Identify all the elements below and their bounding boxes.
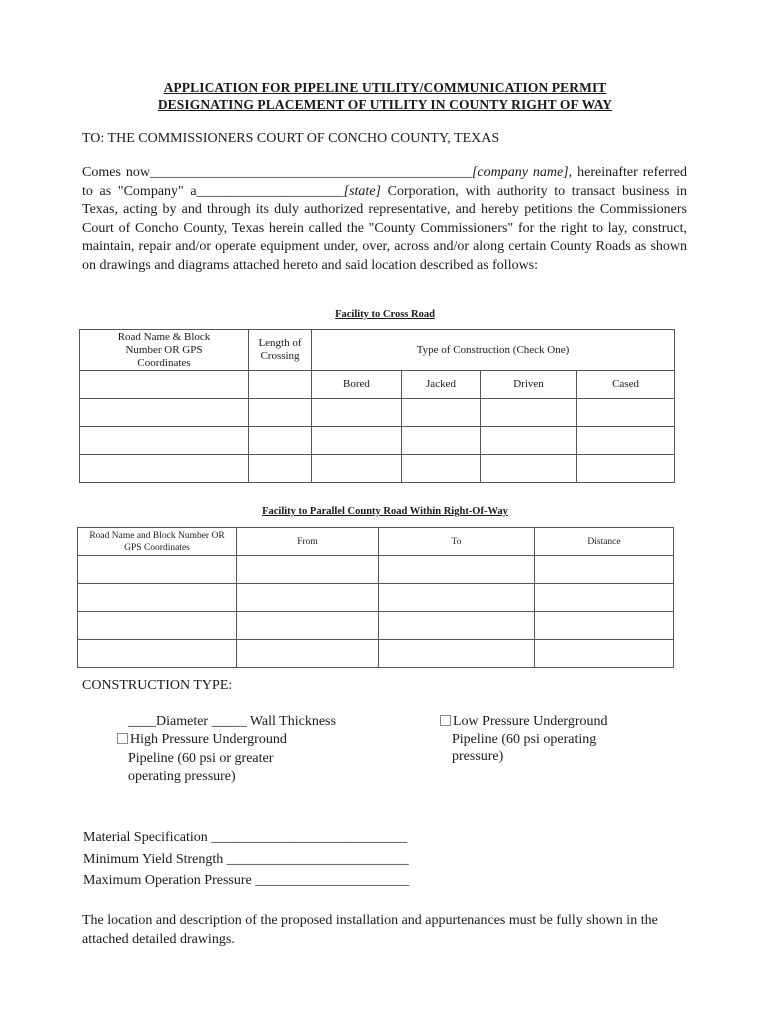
state-hint: [state] bbox=[343, 183, 381, 199]
table-cell[interactable] bbox=[481, 455, 577, 483]
table-row bbox=[80, 371, 675, 399]
table-cell[interactable] bbox=[237, 612, 379, 640]
maximum-operation-pressure-field[interactable]: Maximum Operation Pressure ______________________ bbox=[83, 873, 410, 888]
col-to: To bbox=[379, 528, 535, 556]
table-cell[interactable] bbox=[535, 612, 674, 640]
col-from: From bbox=[237, 528, 379, 556]
table-row bbox=[80, 427, 675, 455]
table-cell[interactable] bbox=[249, 455, 312, 483]
col-cased: Cased bbox=[577, 371, 675, 399]
hereinafter-text: hereinafter referred to as "Company" a bbox=[82, 165, 687, 199]
col-length: Length of Crossing bbox=[249, 330, 312, 371]
table-cell[interactable] bbox=[80, 371, 249, 399]
table-cell[interactable] bbox=[535, 556, 674, 584]
table-row bbox=[80, 399, 675, 427]
col-bored: Bored bbox=[312, 371, 402, 399]
high-pressure-line-2: Pipeline (60 psi or greater bbox=[128, 751, 274, 766]
table-row bbox=[78, 612, 674, 640]
title-line-1: APPLICATION FOR PIPELINE UTILITY/COMMUNICATION PERMIT bbox=[163, 80, 607, 95]
high-pressure-line-3: operating pressure) bbox=[128, 769, 236, 784]
col-jacked: Jacked bbox=[402, 371, 481, 399]
table-cell[interactable] bbox=[80, 399, 249, 427]
table-cell[interactable] bbox=[312, 399, 402, 427]
table-cell[interactable] bbox=[249, 371, 312, 399]
table-cell[interactable] bbox=[535, 640, 674, 668]
company-name-hint: [company name], bbox=[471, 165, 573, 180]
table-cell[interactable] bbox=[577, 427, 675, 455]
table-row bbox=[80, 455, 675, 483]
parallel-road-table bbox=[77, 527, 674, 668]
table-cell[interactable] bbox=[78, 556, 237, 584]
low-pressure-line-1: Low Pressure Underground bbox=[453, 714, 608, 729]
table-cell[interactable] bbox=[481, 427, 577, 455]
intro-paragraph bbox=[82, 164, 687, 275]
table-cell[interactable] bbox=[80, 427, 249, 455]
intro-rest-text: Corporation, with authority to transact business in Texas, acting by and through its duly authorized representative, and hereby petitions the Commissioners Court of Concho County, Texas herein called the "County Commissioners" for the right to lay, construct, maintain, repair and/or operate equipment under, over, across and/or along certain County Roads as shown on drawings and diagrams attached hereto and said location described as follows: bbox=[82, 183, 687, 273]
diameter-wall-thickness[interactable]: ____Diameter _____ Wall Thickness bbox=[128, 714, 336, 729]
table-cell[interactable] bbox=[535, 584, 674, 612]
high-pressure-line-1: High Pressure Underground bbox=[130, 732, 287, 747]
state-blank[interactable]: _____________________ bbox=[196, 183, 344, 199]
col-construction-type: Type of Construction (Check One) bbox=[312, 330, 675, 371]
table-cell[interactable] bbox=[379, 612, 535, 640]
low-pressure-line-2: Pipeline (60 psi operating bbox=[452, 732, 597, 747]
title-line-2: DESIGNATING PLACEMENT OF UTILITY IN COUNTY RIGHT OF WAY bbox=[157, 97, 613, 112]
table-row bbox=[78, 640, 674, 668]
table-cell[interactable] bbox=[481, 399, 577, 427]
minimum-yield-strength-field[interactable]: Minimum Yield Strength __________________________ bbox=[83, 852, 409, 867]
table-cell[interactable] bbox=[402, 455, 481, 483]
construction-type-label: CONSTRUCTION TYPE: bbox=[82, 678, 233, 693]
table-cell[interactable] bbox=[249, 399, 312, 427]
table-cell[interactable] bbox=[379, 640, 535, 668]
table-cell[interactable] bbox=[80, 455, 249, 483]
table-cell[interactable] bbox=[402, 427, 481, 455]
high-pressure-checkbox[interactable] bbox=[117, 733, 128, 744]
low-pressure-option[interactable] bbox=[440, 713, 608, 732]
addressee: TO: THE COMMISSIONERS COURT OF CONCHO COUNTY, TEXAS bbox=[82, 131, 500, 146]
table-cell[interactable] bbox=[78, 612, 237, 640]
table-cell[interactable] bbox=[312, 455, 402, 483]
footer-note: The location and description of the proposed installation and appurtenances must be fully shown in the attached detailed drawings. bbox=[82, 913, 658, 947]
col-road-name: Road Name & Block Number OR GPS Coordinates bbox=[80, 330, 249, 371]
comes-now-text: Comes now bbox=[82, 165, 150, 180]
table-cell[interactable] bbox=[78, 584, 237, 612]
table-cell[interactable] bbox=[379, 556, 535, 584]
material-specification-field[interactable]: Material Specification ____________________________ bbox=[83, 830, 408, 845]
table-cell[interactable] bbox=[237, 556, 379, 584]
table-cell[interactable] bbox=[312, 427, 402, 455]
table-row bbox=[78, 584, 674, 612]
parallel-road-caption: Facility to Parallel County Road Within Right-Of-Way bbox=[262, 506, 508, 517]
company-name-blank[interactable]: ______________________________________________ bbox=[149, 165, 472, 180]
table-cell[interactable] bbox=[577, 455, 675, 483]
low-pressure-checkbox[interactable] bbox=[440, 715, 451, 726]
table-cell[interactable] bbox=[237, 640, 379, 668]
high-pressure-option[interactable] bbox=[117, 731, 287, 750]
table-cell[interactable] bbox=[577, 399, 675, 427]
table-cell[interactable] bbox=[237, 584, 379, 612]
table-cell[interactable] bbox=[249, 427, 312, 455]
col-distance: Distance bbox=[535, 528, 674, 556]
cross-road-table bbox=[79, 329, 675, 483]
table-cell[interactable] bbox=[402, 399, 481, 427]
low-pressure-line-3: pressure) bbox=[452, 749, 504, 764]
col-driven: Driven bbox=[481, 371, 577, 399]
table-row bbox=[78, 556, 674, 584]
table-cell[interactable] bbox=[78, 640, 237, 668]
table-cell[interactable] bbox=[379, 584, 535, 612]
cross-road-caption: Facility to Cross Road bbox=[335, 309, 435, 320]
col-road-name-gps: Road Name and Block Number OR GPS Coordinates bbox=[78, 528, 237, 556]
